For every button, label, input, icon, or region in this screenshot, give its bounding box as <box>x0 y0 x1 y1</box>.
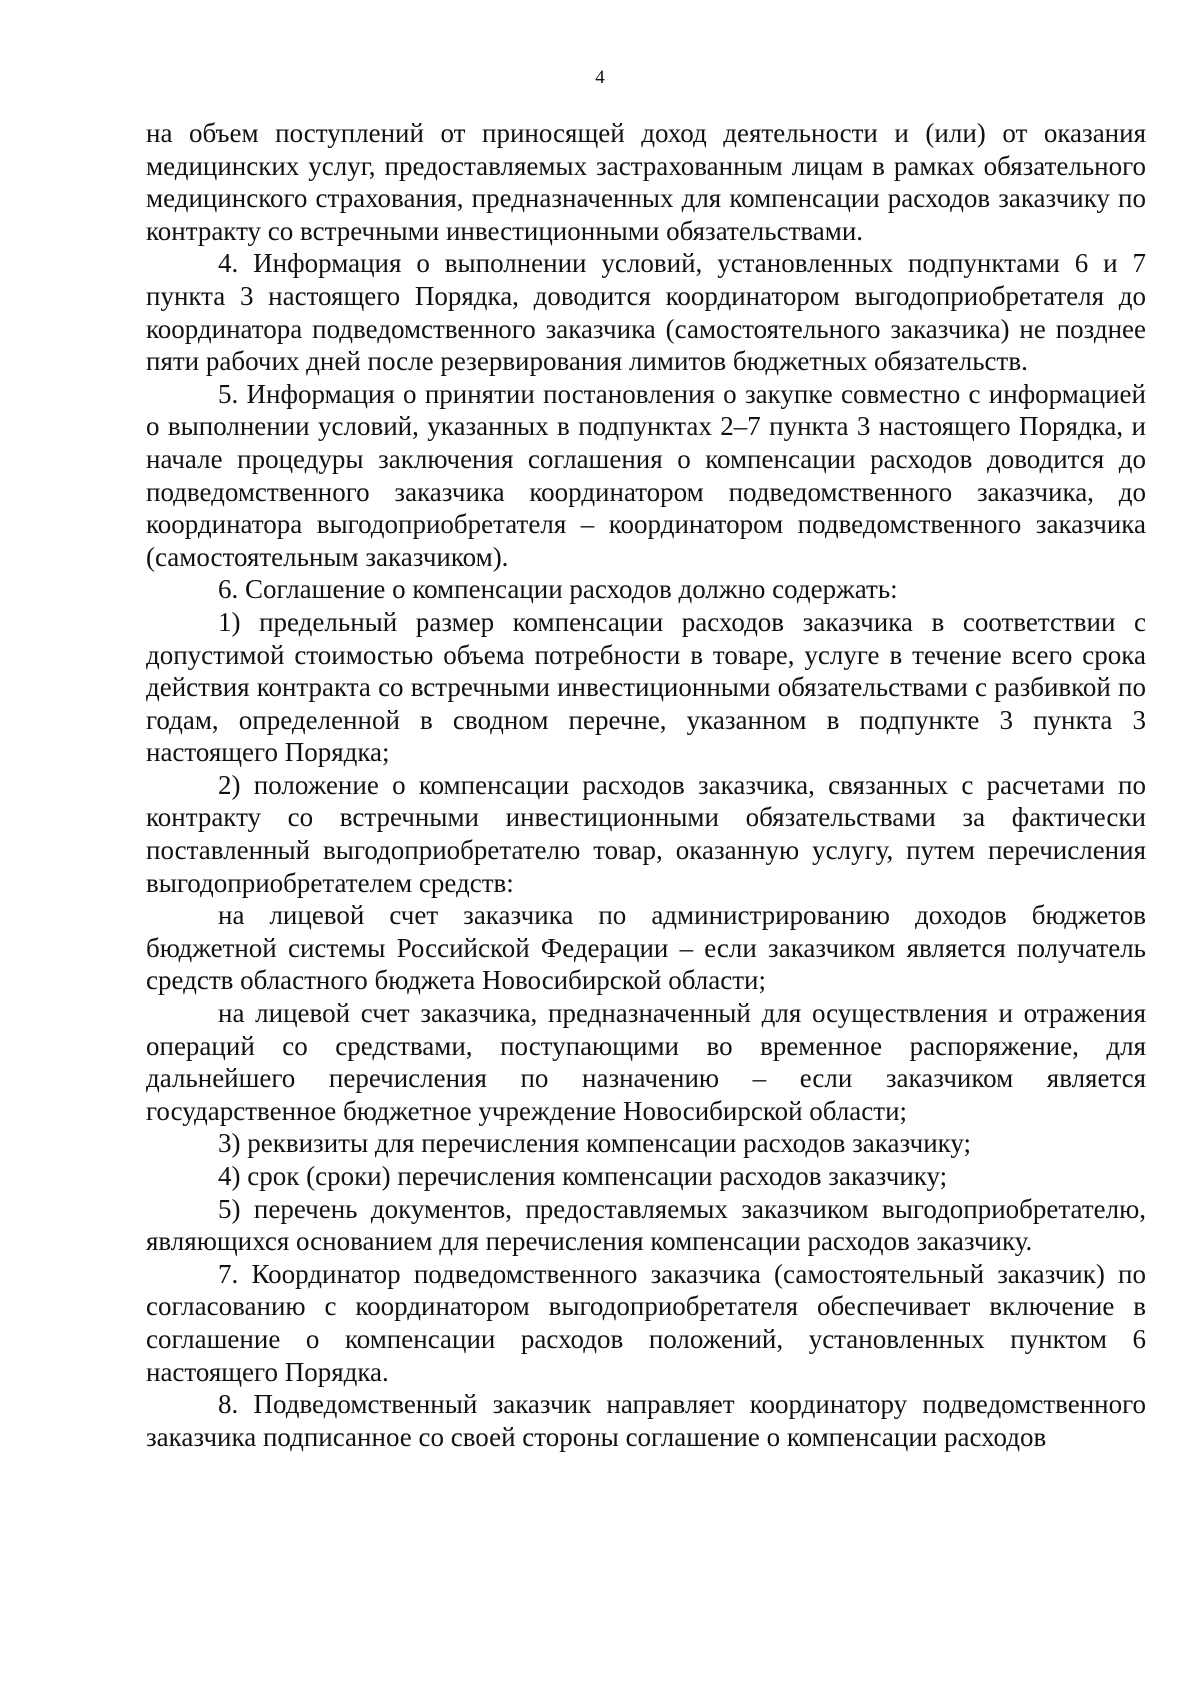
paragraph-subclause-5: 5) перечень документов, предоставляемых заказчиком выгодоприобретателю, являющихся основанием для перечисления компенсации расходов заказчику. <box>146 1193 1146 1257</box>
paragraph-clause-5: 5. Информация о принятии постановления о закупке совместно с информацией о выполнении условий, указанных в подпунктах 2–7 пункта 3 настоящего Порядка, и начале процедуры заключения соглашения о компенсации расходов доводится до подведомственного заказчика координатором подведомственного заказчика, до координатора выгодоприобретателя – координатором подведомственного заказчика (самостоятельным заказчиком). <box>146 378 1146 572</box>
page-number: 4 <box>595 67 605 88</box>
paragraph-continuation: на объем поступлений от приносящей доход деятельности и (или) от оказания медицинских услуг, предоставляемых застрахованным лицам в рамках обязательного медицинского страхования, предназначенных для компенсации расходов заказчику по контракту со встречными инвестиционными обязательствами. <box>146 118 1146 246</box>
paragraph-clause-8: 8. Подведомственный заказчик направляет координатору подведомственного заказчика подписанное со своей стороны соглашение о компенсации расходов <box>146 1389 1146 1452</box>
paragraph-account-temporary: на лицевой счет заказчика, предназначенный для осуществления и отражения операций со средствами, поступающими во временное распоряжение, для дальнейшего перечисления по назначению – если заказчиком является государственное бюджетное учреждение Новосибирской области; <box>146 998 1146 1126</box>
paragraph-subclause-1: 1) предельный размер компенсации расходов заказчика в соответствии с допустимой стоимостью объема потребности в товаре, услуге в течение всего срока действия контракта со встречными инвестиционными обязательствами с разбивкой по годам, определенной в сводном перечне, указанном в подпункте 3 пункта 3 настоящего Порядка; <box>146 606 1146 768</box>
paragraph-clause-6: 6. Соглашение о компенсации расходов должно содержать: <box>218 574 898 605</box>
paragraph-account-budget: на лицевой счет заказчика по администрированию доходов бюджетов бюджетной системы Российской Федерации – если заказчиком является получатель средств областного бюджета Новосибирской области; <box>146 900 1146 996</box>
paragraph-clause-4: 4. Информация о выполнении условий, установленных подпунктами 6 и 7 пункта 3 настоящего Порядка, доводится координатором выгодоприобретателя до координатора подведомственного заказчика (самостоятельного заказчика) не позднее пяти рабочих дней после резервирования лимитов бюджетных обязательств. <box>146 248 1146 377</box>
paragraph-clause-7: 7. Координатор подведомственного заказчика (самостоятельный заказчик) по согласованию с координатором выгодоприобретателя обеспечивает включение в соглашение о компенсации расходов положений, установленных пунктом 6 настоящего Порядка. <box>146 1258 1146 1387</box>
paragraph-subclause-3: 3) реквизиты для перечисления компенсации расходов заказчику; <box>218 1128 972 1159</box>
paragraph-subclause-4: 4) срок (сроки) перечисления компенсации расходов заказчику; <box>218 1161 948 1191</box>
document-body <box>146 117 1146 1453</box>
paragraph-subclause-2: 2) положение о компенсации расходов заказчика, связанных с расчетами по контракту со встречными инвестиционными обязательствами за фактически поставленный выгодоприобретателю товар, оказанную услугу, путем перечисления выгодоприобретателем средств: <box>146 769 1146 898</box>
